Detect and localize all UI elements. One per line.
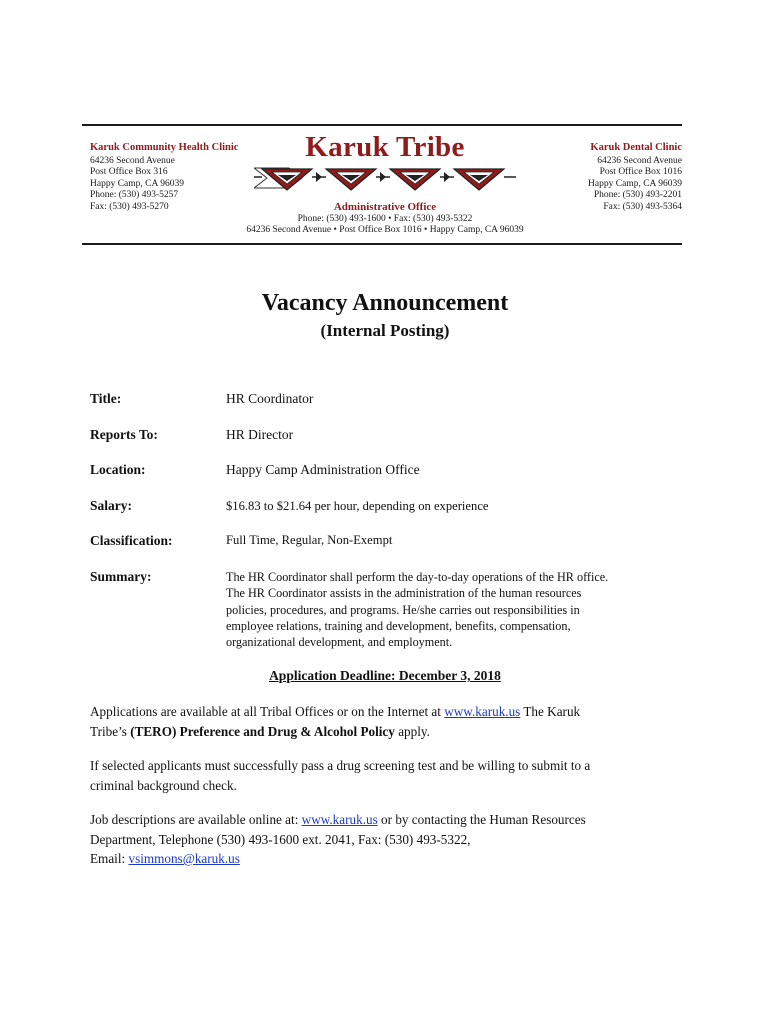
field-value-title: HR Coordinator (226, 391, 314, 406)
application-deadline: Application Deadline: December 3, 2018 (269, 668, 501, 683)
field-value-salary: $16.83 to $21.64 per hour, depending on experience (226, 499, 489, 513)
left-clinic-line: Phone: (530) 493-5257 (90, 190, 179, 201)
paragraph-text: or by contacting the Human Resources (377, 812, 586, 827)
summary-line: organizational development, and employment. (226, 635, 453, 650)
paragraph-line: If selected applicants must successfully pass a drug screening test and be willing to submit to a (90, 758, 591, 773)
karuk-tribe-logo-title: Karuk Tribe (305, 131, 465, 163)
office-phone-fax: Phone: (530) 493-1600 • Fax: (530) 493-5322 (297, 214, 473, 224)
paragraph-line: criminal background check. (90, 777, 237, 793)
document-subtitle: (Internal Posting) (320, 321, 450, 340)
right-clinic-line: Post Office Box 1016 (599, 167, 682, 178)
karuk-website-link[interactable]: www.karuk.us (301, 812, 378, 827)
left-clinic-line: Post Office Box 316 (90, 167, 168, 178)
right-clinic-line: Phone: (530) 493-2201 (593, 190, 682, 201)
email-link[interactable]: vsimmons@karuk.us (128, 851, 240, 866)
email-label: Email: (90, 851, 129, 866)
field-label-location: Location: (90, 462, 146, 477)
summary-line: employee relations, training and development, benefits, compensation, (226, 618, 571, 633)
paragraph-text: The Karuk (520, 704, 581, 719)
karuk-website-link[interactable]: www.karuk.us (444, 704, 521, 719)
drug-screening-paragraph (90, 756, 690, 795)
summary-line: policies, procedures, and programs. He/she carries out responsibilities in (226, 602, 580, 617)
field-value-reports-to: HR Director (226, 427, 294, 442)
field-value-classification: Full Time, Regular, Non-Exempt (226, 533, 393, 547)
header-top-rule (82, 124, 682, 126)
paragraph-line: Department, Telephone (530) 493-1600 ext. 2041, Fax: (530) 493-5322, (90, 831, 471, 847)
paragraph-text: Applications are available at all Tribal Offices or on the Internet at (90, 704, 445, 719)
administrative-office-heading: Administrative Office (333, 201, 437, 213)
right-clinic-line: 64236 Second Avenue (597, 155, 682, 166)
right-clinic-name: Karuk Dental Clinic (590, 142, 682, 153)
paragraph-text: apply. (394, 723, 430, 739)
left-clinic-line: 64236 Second Avenue (90, 155, 175, 166)
summary-line: The HR Coordinator shall perform the day-to-day operations of the HR office. (226, 570, 609, 584)
applications-paragraph (90, 702, 690, 741)
document-title: Vacancy Announcement (261, 290, 509, 316)
office-address: 64236 Second Avenue • Post Office Box 1016 • Happy Camp, CA 96039 (246, 225, 524, 235)
field-label-summary: Summary: (90, 569, 152, 584)
field-label-salary: Salary: (90, 498, 132, 513)
paragraph-text: Tribe’s (90, 723, 131, 739)
right-clinic-line: Happy Camp, CA 96039 (588, 178, 682, 189)
field-value-location: Happy Camp Administration Office (226, 462, 420, 477)
tribal-pattern-emblem-icon (254, 164, 516, 192)
tero-policy-text: (TERO) Preference and Drug & Alcohol Policy (130, 723, 395, 739)
header-bottom-rule (82, 243, 682, 245)
left-clinic-name: Karuk Community Health Clinic (90, 142, 239, 153)
left-clinic-address (90, 142, 238, 214)
left-clinic-line: Happy Camp, CA 96039 (90, 178, 184, 189)
summary-text (226, 569, 676, 650)
right-clinic-address (588, 142, 682, 214)
right-clinic-line: Fax: (530) 493-5364 (603, 201, 682, 212)
paragraph-text: Job descriptions are available online at: (90, 812, 302, 827)
left-clinic-line: Fax: (530) 493-5270 (90, 201, 169, 212)
job-descriptions-paragraph (90, 810, 690, 869)
field-label-classification: Classification: (90, 533, 173, 548)
summary-line: The HR Coordinator assists in the administration of the human resources (226, 586, 582, 601)
field-label-title: Title: (90, 391, 122, 406)
field-label-reports-to: Reports To: (90, 427, 158, 442)
